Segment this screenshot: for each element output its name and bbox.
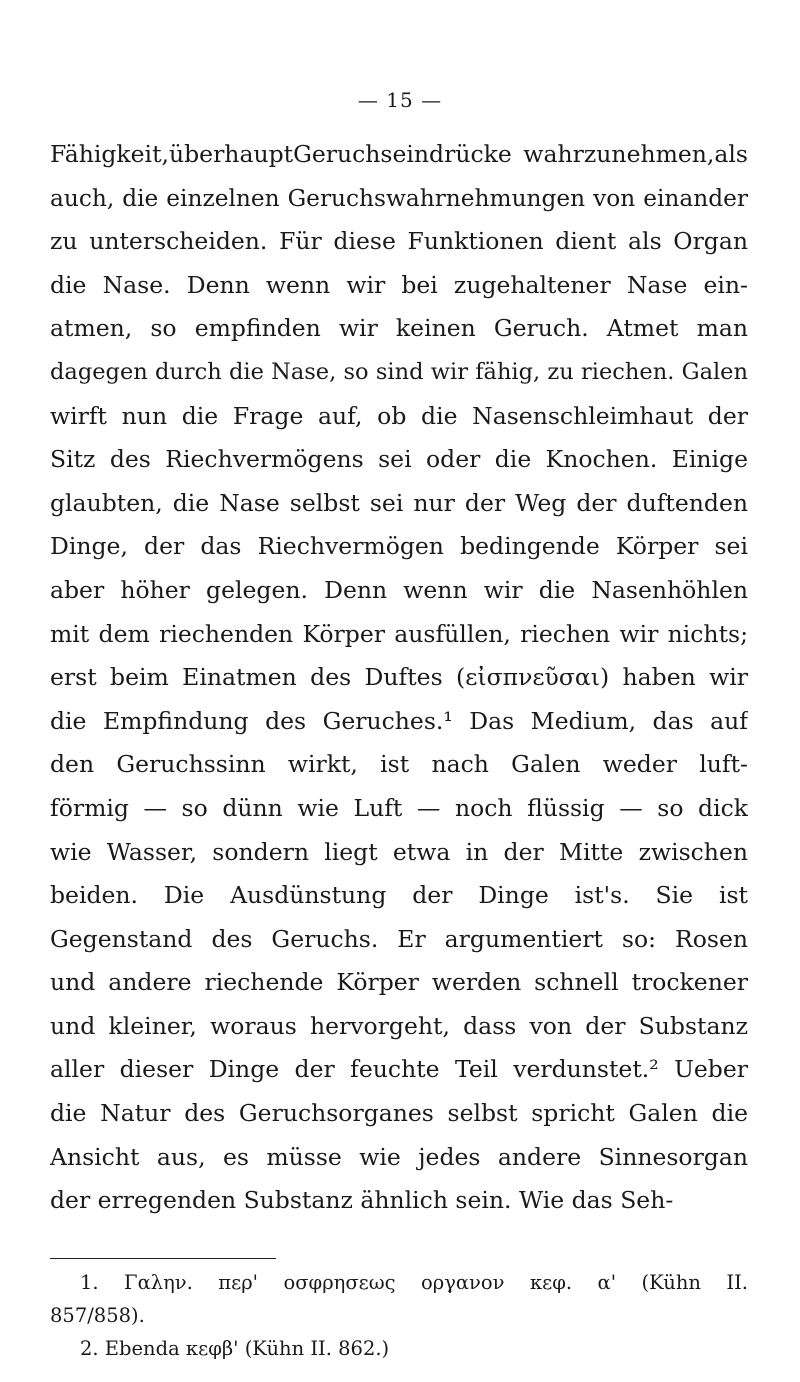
text-line: Dinge, der das Riechvermögen bedingende Körper sei — [50, 532, 748, 561]
text-line: zu unterscheiden. Für diese Funktionen dient als Organ — [50, 227, 748, 256]
text-line: beiden. Die Ausdünstung der Dinge ist's. Sie ist — [50, 881, 748, 910]
text-line: aller dieser Dinge der feuchte Teil verdunstet.² Ueber — [50, 1055, 748, 1084]
text-line: Sitz des Riechvermögens sei oder die Knochen. Einige — [50, 445, 748, 474]
text-line: wie Wasser, sondern liegt etwa in der Mitte zwischen — [50, 837, 748, 866]
page-number: — 15 — — [357, 88, 443, 112]
body-text — [50, 133, 748, 1223]
footnotes — [50, 1266, 748, 1365]
text-line: glaubten, die Nase selbst sei nur der Weg der duftenden — [50, 488, 748, 517]
text-line: dagegen durch die Nase, so sind wir fähig, zu riechen. Galen — [50, 358, 748, 385]
text-line: Gegenstand des Geruchs. Er argumentiert so: Rosen — [50, 924, 748, 953]
text-line: den Geruchssinn wirkt, ist nach Galen weder luft- — [50, 750, 748, 779]
footnote-divider — [50, 1258, 276, 1259]
text-line: die Empfindung des Geruches.¹ Das Medium, das auf — [50, 706, 748, 735]
text-line: und kleiner, woraus hervorgeht, dass von der Substanz — [50, 1011, 748, 1040]
footnote-1-continued: 857/858). — [50, 1304, 145, 1327]
text-line: erst beim Einatmen des Duftes (εἰσπνεῦσαι) haben wir — [50, 663, 748, 692]
text-line: atmen, so empfinden wir keinen Geruch. Atmet man — [50, 314, 748, 343]
text-line: auch, die einzelnen Geruchswahrnehmungen von einander — [50, 184, 748, 212]
text-line: wirft nun die Frage auf, ob die Nasenschleimhaut der — [50, 401, 748, 430]
text-line: die Nase. Denn wenn wir bei zugehaltener Nase ein- — [50, 270, 748, 299]
text-line: die Natur des Geruchsorganes selbst spricht Galen die — [50, 1099, 748, 1128]
text-line: der erregenden Substanz ähnlich sein. Wie das Seh- — [50, 1186, 674, 1215]
footnote-2: 2. Ebenda κεφβ' (Kühn II. 862.) — [80, 1337, 390, 1360]
text-line: mit dem riechenden Körper ausfüllen, riechen wir nichts; — [50, 619, 748, 648]
text-line: förmig — so dünn wie Luft — noch flüssig — so dick — [50, 793, 748, 822]
footnote-1: 1. Γαλην. περ' οσφρησεως οργανον κεφ. α' (Kühn II. — [80, 1271, 748, 1294]
text-line: Ansicht aus, es müsse wie jedes andere Sinnesorgan — [50, 1142, 748, 1171]
text-line: Fähigkeit,überhauptGeruchseindrücke wahrzunehmen,als — [50, 140, 748, 168]
text-line: und andere riechende Körper werden schnell trockener — [50, 968, 748, 997]
text-line: aber höher gelegen. Denn wenn wir die Nasenhöhlen — [50, 575, 748, 604]
